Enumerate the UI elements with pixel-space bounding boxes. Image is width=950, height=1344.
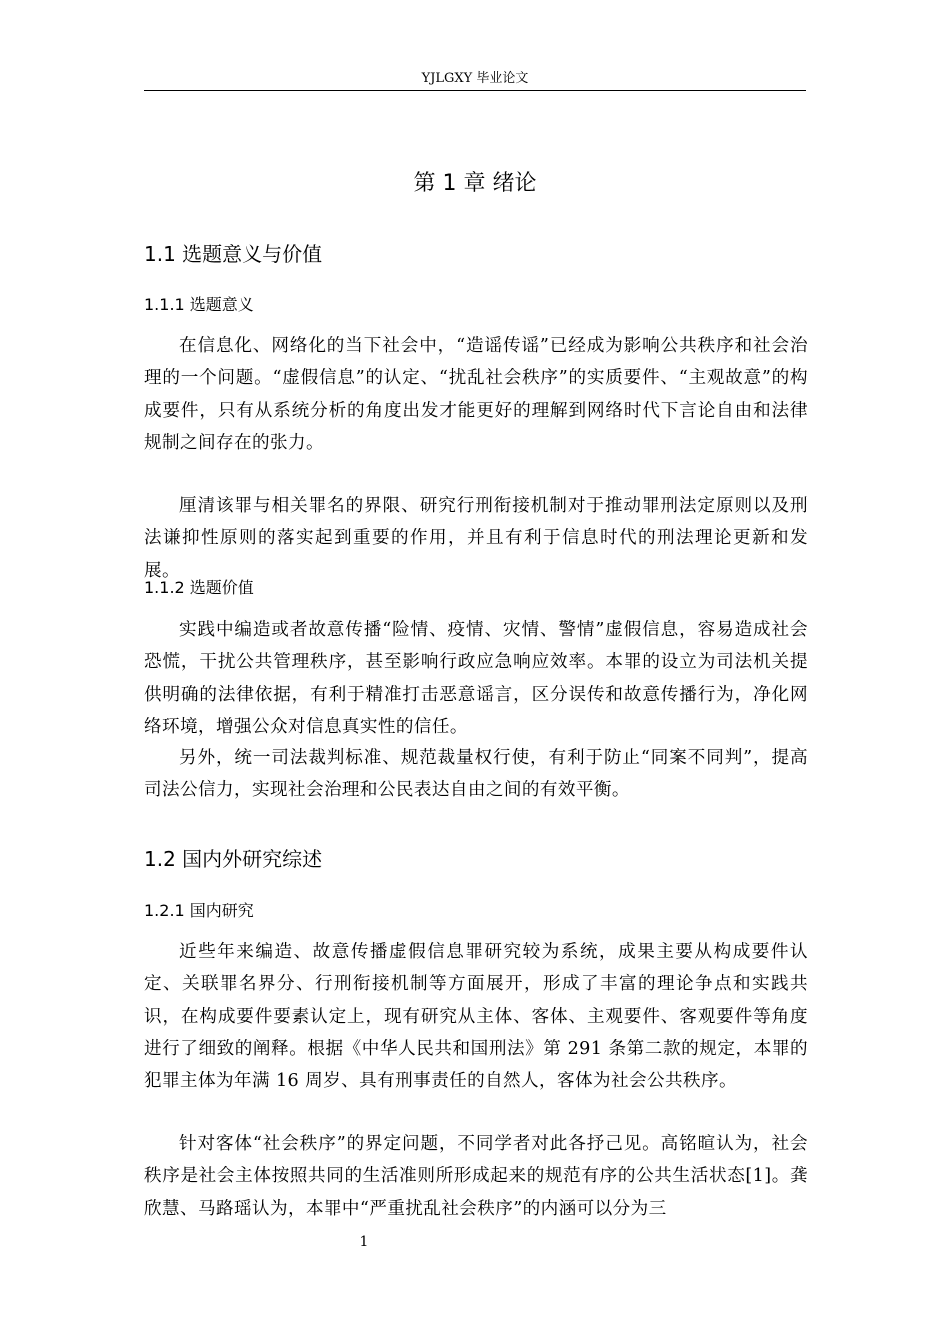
paragraph: 近些年来编造、故意传播虚假信息罪研究较为系统，成果主要从构成要件认定、关联罪名界分、行刑衔接机制等方面展开，形成了丰富的理论争点和实践共识，在构成要件要素认定上，现有研究从主体、客体、主观要件、客观要件等角度进行了细致的阐释。根据《中华人民共和国刑法》第 291 条第二款的规定，本罪的犯罪主体为年满 16 周岁、具有刑事责任的自然人，客体为社会公共秩序。 — [144, 942, 808, 1092]
page-number: 1 — [359, 1234, 369, 1250]
header-divider — [144, 90, 806, 91]
paragraph: 针对客体“社会秩序”的界定问题，不同学者对此各抒己见。高铭暄认为，社会秩序是社会主体按照共同的生活准则所形成起来的规范有序的公共生活状态[1]。龚欣慧、马路瑶认为，本罪中“严重扰乱社会秩序”的内涵可以分为三 — [144, 1134, 808, 1219]
subsection-heading-1-1-2: 1.1.2 选题价值 — [144, 578, 254, 597]
subsection-heading-1-2-1: 1.2.1 国内研究 — [144, 901, 254, 920]
paragraph: 实践中编造或者故意传播“险情、疫情、灾情、警情”虚假信息，容易造成社会恐慌，干扰公共管理秩序，甚至影响行政应急响应效率。本罪的设立为司法机关提供明确的法律依据，有利于精准打击恶意谣言，区分误传和故意传播行为，净化网络环境，增强公众对信息真实性的信任。 — [144, 620, 808, 737]
section-heading-1-2: 1.2 国内外研究综述 — [144, 847, 323, 871]
subsection-heading-1-1-1: 1.1.1 选题意义 — [144, 295, 254, 314]
paragraph: 厘清该罪与相关罪名的界限、研究行刑衔接机制对于推动罪刑法定原则以及刑法谦抑性原则的落实起到重要的作用，并且有利于信息时代的刑法理论更新和发展。 — [144, 496, 808, 581]
chapter-title: 第 1 章 绪论 — [413, 171, 537, 196]
paragraph: 另外，统一司法裁判标准、规范裁量权行使，有利于防止“同案不同判”，提高司法公信力，实现社会治理和公民表达自由之间的有效平衡。 — [144, 748, 808, 801]
page-header: YJLGXY 毕业论文 — [421, 71, 529, 86]
section-heading-1-1: 1.1 选题意义与价值 — [144, 242, 323, 266]
paragraph: 在信息化、网络化的当下社会中，“造谣传谣”已经成为影响公共秩序和社会治理的一个问题。“虚假信息”的认定、“扰乱社会秩序”的实质要件、“主观故意”的构成要件，只有从系统分析的角度出发才能更好的理解到网络时代下言论自由和法律规制之间存在的张力。 — [144, 336, 808, 453]
